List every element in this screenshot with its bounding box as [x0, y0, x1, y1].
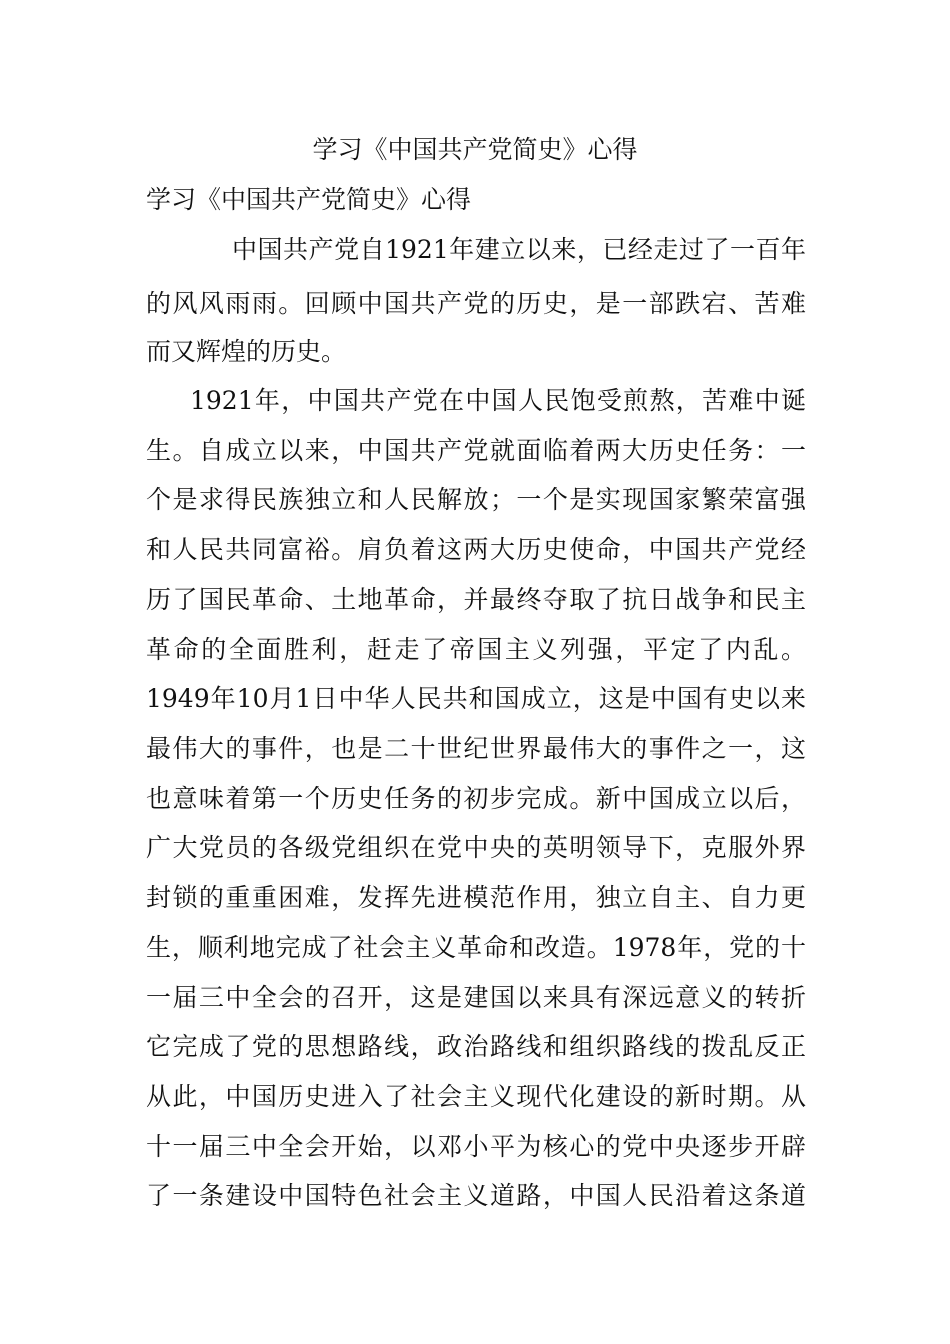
paragraph-1-line-1: 中国共产党自1921年建立以来，已经走过了一百年	[232, 235, 806, 264]
paragraph-2-line-1: 1921年，中国共产党在中国人民饱受煎熬，苦难中诞	[190, 386, 806, 415]
paragraph-1-line-2: 的风风雨雨。回顾中国共产党的历史，是一部跌宕、苦难	[146, 289, 806, 318]
document-title: 学习《中国共产党简史》心得	[312, 135, 638, 164]
paragraph-2-line-14: 它完成了党的思想路线，政治路线和组织路线的拨乱反正	[146, 1032, 806, 1061]
paragraph-2-line-16: 十一届三中全会开始，以邓小平为核心的党中央逐步开辟	[146, 1132, 806, 1161]
paragraph-2-line-9: 也意味着第一个历史任务的初步完成。新中国成立以后，	[146, 784, 806, 813]
paragraph-2-line-5: 历了国民革命、土地革命，并最终夺取了抗日战争和民主	[146, 585, 806, 614]
paragraph-2-line-17: 了一条建设中国特色社会主义道路，中国人民沿着这条道	[146, 1181, 806, 1210]
paragraph-2-line-6: 革命的全面胜利，赶走了帝国主义列强，平定了内乱。	[146, 635, 806, 664]
paragraph-2-line-3: 个是求得民族独立和人民解放；一个是实现国家繁荣富强	[146, 485, 806, 514]
paragraph-2-line-7: 1949年10月1日中华人民共和国成立，这是中国有史以来	[146, 684, 806, 713]
document-subtitle: 学习《中国共产党简史》心得	[146, 185, 472, 214]
paragraph-2-line-2: 生。自成立以来，中国共产党就面临着两大历史任务：一	[146, 436, 806, 465]
paragraph-1-line-3: 而又辉煌的历史。	[146, 337, 347, 366]
paragraph-2-line-13: 一届三中全会的召开，这是建国以来具有深远意义的转折	[146, 983, 806, 1012]
paragraph-2-line-11: 封锁的重重困难，发挥先进模范作用，独立自主、自力更	[146, 883, 806, 912]
paragraph-2-line-8: 最伟大的事件，也是二十世纪世界最伟大的事件之一，这	[146, 734, 806, 763]
paragraph-2-line-4: 和人民共同富裕。肩负着这两大历史使命，中国共产党经	[146, 535, 806, 564]
paragraph-2-line-12: 生，顺利地完成了社会主义革命和改造。1978年，党的十	[146, 933, 806, 962]
paragraph-2-line-15: 从此，中国历史进入了社会主义现代化建设的新时期。从	[146, 1082, 806, 1111]
paragraph-2-line-10: 广大党员的各级党组织在党中央的英明领导下，克服外界	[146, 833, 806, 862]
